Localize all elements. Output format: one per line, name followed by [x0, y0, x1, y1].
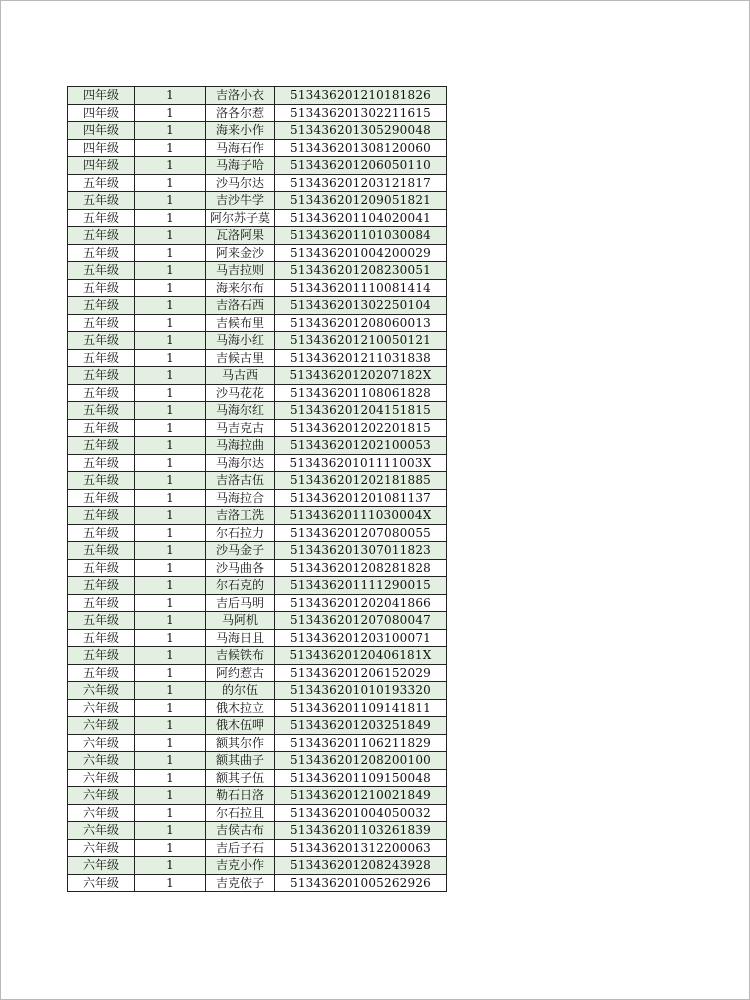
student-name-cell: 尔石拉力	[206, 524, 275, 542]
table-row	[68, 262, 447, 280]
student-name-cell: 吉候铁布	[206, 647, 275, 665]
student-name-cell: 吉后子石	[206, 839, 275, 857]
grade-cell: 五年级	[68, 559, 135, 577]
student-name-cell: 阿来金沙	[206, 244, 275, 262]
id-number-cell: 513436201202181885	[275, 472, 447, 490]
student-name-cell: 马海子哈	[206, 157, 275, 175]
count-cell: 1	[135, 402, 206, 420]
grade-cell: 六年级	[68, 822, 135, 840]
count-cell: 1	[135, 419, 206, 437]
student-name-cell: 瓦洛阿果	[206, 227, 275, 245]
student-name-cell: 马海石作	[206, 139, 275, 157]
count-cell: 1	[135, 384, 206, 402]
student-name-cell: 马海小红	[206, 332, 275, 350]
id-number-cell: 513436201302211615	[275, 104, 447, 122]
table-row	[68, 559, 447, 577]
student-name-cell: 俄木伍呷	[206, 717, 275, 735]
count-cell: 1	[135, 87, 206, 105]
grade-cell: 五年级	[68, 524, 135, 542]
id-number-cell: 513436201010193320	[275, 682, 447, 700]
grade-cell: 六年级	[68, 769, 135, 787]
grade-cell: 六年级	[68, 734, 135, 752]
grade-cell: 五年级	[68, 244, 135, 262]
grade-cell: 五年级	[68, 227, 135, 245]
id-number-cell: 513436201208281828	[275, 559, 447, 577]
count-cell: 1	[135, 227, 206, 245]
grade-cell: 五年级	[68, 192, 135, 210]
student-name-cell: 吉沙牛学	[206, 192, 275, 210]
count-cell: 1	[135, 682, 206, 700]
id-number-cell: 513436201305290048	[275, 122, 447, 140]
id-number-cell: 513436201108061828	[275, 384, 447, 402]
table-row	[68, 104, 447, 122]
table-row	[68, 594, 447, 612]
grade-cell: 四年级	[68, 139, 135, 157]
grade-cell: 五年级	[68, 262, 135, 280]
count-cell: 1	[135, 279, 206, 297]
table-row	[68, 699, 447, 717]
count-cell: 1	[135, 647, 206, 665]
id-number-cell: 513436201302250104	[275, 297, 447, 315]
grade-cell: 六年级	[68, 874, 135, 892]
student-name-cell: 吉洛工洗	[206, 507, 275, 525]
count-cell: 1	[135, 209, 206, 227]
count-cell: 1	[135, 717, 206, 735]
student-name-cell: 的尔伍	[206, 682, 275, 700]
student-name-cell: 马吉拉则	[206, 262, 275, 280]
table-row	[68, 332, 447, 350]
grade-cell: 五年级	[68, 367, 135, 385]
table-row	[68, 769, 447, 787]
count-cell: 1	[135, 472, 206, 490]
id-number-cell: 513436201208230051	[275, 262, 447, 280]
count-cell: 1	[135, 507, 206, 525]
count-cell: 1	[135, 804, 206, 822]
table-row	[68, 647, 447, 665]
count-cell: 1	[135, 787, 206, 805]
id-number-cell: 513436201201081137	[275, 489, 447, 507]
count-cell: 1	[135, 332, 206, 350]
table-row	[68, 507, 447, 525]
id-number-cell: 513436201308120060	[275, 139, 447, 157]
grade-cell: 五年级	[68, 612, 135, 630]
grade-cell: 六年级	[68, 804, 135, 822]
count-cell: 1	[135, 122, 206, 140]
count-cell: 1	[135, 857, 206, 875]
student-name-cell: 额其尔作	[206, 734, 275, 752]
table-row	[68, 577, 447, 595]
grade-cell: 五年级	[68, 402, 135, 420]
student-name-cell: 马海拉曲	[206, 437, 275, 455]
table-row	[68, 472, 447, 490]
count-cell: 1	[135, 769, 206, 787]
count-cell: 1	[135, 874, 206, 892]
student-name-cell: 吉洛石西	[206, 297, 275, 315]
student-name-cell: 阿尔苏子莫	[206, 209, 275, 227]
id-number-cell: 513436201110081414	[275, 279, 447, 297]
grade-cell: 四年级	[68, 157, 135, 175]
student-name-cell: 马古西	[206, 367, 275, 385]
table-row	[68, 804, 447, 822]
count-cell: 1	[135, 244, 206, 262]
count-cell: 1	[135, 437, 206, 455]
table-row	[68, 157, 447, 175]
id-number-cell: 513436201101030084	[275, 227, 447, 245]
roster-table-container	[67, 86, 447, 892]
student-name-cell: 吉候古里	[206, 349, 275, 367]
id-number-cell: 513436201104020041	[275, 209, 447, 227]
id-number-cell: 513436201312200063	[275, 839, 447, 857]
id-number-cell: 513436201210050121	[275, 332, 447, 350]
id-number-cell: 513436201307011823	[275, 542, 447, 560]
student-name-cell: 阿约惹古	[206, 664, 275, 682]
grade-cell: 五年级	[68, 174, 135, 192]
grade-cell: 五年级	[68, 279, 135, 297]
count-cell: 1	[135, 157, 206, 175]
id-number-cell: 513436201202201815	[275, 419, 447, 437]
grade-cell: 五年级	[68, 349, 135, 367]
table-row	[68, 717, 447, 735]
grade-cell: 五年级	[68, 454, 135, 472]
grade-cell: 四年级	[68, 122, 135, 140]
id-number-cell: 513436201005262926	[275, 874, 447, 892]
grade-cell: 五年级	[68, 489, 135, 507]
student-name-cell: 沙马金子	[206, 542, 275, 560]
id-number-cell: 513436201203251849	[275, 717, 447, 735]
table-row	[68, 227, 447, 245]
student-name-cell: 勒石日洛	[206, 787, 275, 805]
student-name-cell: 海来尔布	[206, 279, 275, 297]
count-cell: 1	[135, 349, 206, 367]
count-cell: 1	[135, 664, 206, 682]
id-number-cell: 513436201004050032	[275, 804, 447, 822]
student-name-cell: 洛各尔惹	[206, 104, 275, 122]
id-number-cell: 513436201203100071	[275, 629, 447, 647]
id-number-cell: 513436201206050110	[275, 157, 447, 175]
grade-cell: 五年级	[68, 664, 135, 682]
id-number-cell: 513436201208243928	[275, 857, 447, 875]
student-name-cell: 尔石克的	[206, 577, 275, 595]
count-cell: 1	[135, 699, 206, 717]
student-name-cell: 沙马花花	[206, 384, 275, 402]
table-row	[68, 314, 447, 332]
id-number-cell: 513436201208060013	[275, 314, 447, 332]
student-name-cell: 额其曲子	[206, 752, 275, 770]
count-cell: 1	[135, 734, 206, 752]
count-cell: 1	[135, 174, 206, 192]
table-row	[68, 839, 447, 857]
student-name-cell: 沙马尔达	[206, 174, 275, 192]
student-name-cell: 海来小作	[206, 122, 275, 140]
grade-cell: 五年级	[68, 542, 135, 560]
grade-cell: 五年级	[68, 437, 135, 455]
count-cell: 1	[135, 297, 206, 315]
grade-cell: 四年级	[68, 87, 135, 105]
student-name-cell: 马吉克古	[206, 419, 275, 437]
id-number-cell: 513436201203121817	[275, 174, 447, 192]
count-cell: 1	[135, 262, 206, 280]
count-cell: 1	[135, 577, 206, 595]
count-cell: 1	[135, 104, 206, 122]
table-row	[68, 682, 447, 700]
student-name-cell: 吉后马明	[206, 594, 275, 612]
grade-cell: 五年级	[68, 209, 135, 227]
student-name-cell: 吉洛古伍	[206, 472, 275, 490]
table-row	[68, 822, 447, 840]
id-number-cell: 513436201207080047	[275, 612, 447, 630]
table-row	[68, 787, 447, 805]
id-number-cell: 513436201210181826	[275, 87, 447, 105]
table-row	[68, 752, 447, 770]
count-cell: 1	[135, 314, 206, 332]
table-row	[68, 349, 447, 367]
grade-cell: 六年级	[68, 717, 135, 735]
id-number-cell: 513436201004200029	[275, 244, 447, 262]
table-row	[68, 279, 447, 297]
id-number-cell: 513436201202100053	[275, 437, 447, 455]
table-row	[68, 244, 447, 262]
id-number-cell: 51343620120406181X	[275, 647, 447, 665]
table-row	[68, 437, 447, 455]
table-row	[68, 612, 447, 630]
table-row	[68, 857, 447, 875]
grade-cell: 五年级	[68, 332, 135, 350]
count-cell: 1	[135, 752, 206, 770]
count-cell: 1	[135, 629, 206, 647]
student-name-cell: 俄木拉立	[206, 699, 275, 717]
id-number-cell: 513436201111290015	[275, 577, 447, 595]
grade-cell: 六年级	[68, 839, 135, 857]
grade-cell: 五年级	[68, 507, 135, 525]
table-row	[68, 734, 447, 752]
table-row	[68, 874, 447, 892]
table-row	[68, 402, 447, 420]
table-row	[68, 489, 447, 507]
count-cell: 1	[135, 822, 206, 840]
table-row	[68, 192, 447, 210]
grade-cell: 六年级	[68, 752, 135, 770]
table-row	[68, 139, 447, 157]
id-number-cell: 51343620120207182X	[275, 367, 447, 385]
student-name-cell: 马海尔达	[206, 454, 275, 472]
table-row	[68, 367, 447, 385]
count-cell: 1	[135, 559, 206, 577]
grade-cell: 四年级	[68, 104, 135, 122]
count-cell: 1	[135, 367, 206, 385]
table-row	[68, 542, 447, 560]
count-cell: 1	[135, 612, 206, 630]
grade-cell: 五年级	[68, 384, 135, 402]
grade-cell: 五年级	[68, 629, 135, 647]
student-roster-table	[67, 86, 447, 892]
table-row	[68, 174, 447, 192]
id-number-cell: 513436201207080055	[275, 524, 447, 542]
student-name-cell: 吉克小作	[206, 857, 275, 875]
student-name-cell: 吉候布里	[206, 314, 275, 332]
student-name-cell: 吉侯古布	[206, 822, 275, 840]
id-number-cell: 51343620101111003X	[275, 454, 447, 472]
student-name-cell: 马海拉合	[206, 489, 275, 507]
table-row	[68, 629, 447, 647]
table-row	[68, 297, 447, 315]
table-row	[68, 384, 447, 402]
student-name-cell: 马海日且	[206, 629, 275, 647]
grade-cell: 六年级	[68, 787, 135, 805]
table-row	[68, 524, 447, 542]
grade-cell: 五年级	[68, 647, 135, 665]
student-name-cell: 吉克依子	[206, 874, 275, 892]
grade-cell: 五年级	[68, 314, 135, 332]
table-row	[68, 87, 447, 105]
grade-cell: 五年级	[68, 577, 135, 595]
student-name-cell: 沙马曲各	[206, 559, 275, 577]
id-number-cell: 513436201109150048	[275, 769, 447, 787]
id-number-cell: 513436201209051821	[275, 192, 447, 210]
count-cell: 1	[135, 524, 206, 542]
grade-cell: 五年级	[68, 419, 135, 437]
id-number-cell: 513436201204151815	[275, 402, 447, 420]
id-number-cell: 513436201103261839	[275, 822, 447, 840]
id-number-cell: 513436201202041866	[275, 594, 447, 612]
grade-cell: 六年级	[68, 857, 135, 875]
grade-cell: 六年级	[68, 682, 135, 700]
roster-table-body	[68, 87, 447, 892]
count-cell: 1	[135, 489, 206, 507]
count-cell: 1	[135, 139, 206, 157]
count-cell: 1	[135, 454, 206, 472]
student-name-cell: 马阿机	[206, 612, 275, 630]
grade-cell: 五年级	[68, 297, 135, 315]
grade-cell: 五年级	[68, 594, 135, 612]
student-name-cell: 马海尔红	[206, 402, 275, 420]
id-number-cell: 513436201211031838	[275, 349, 447, 367]
table-row	[68, 122, 447, 140]
grade-cell: 六年级	[68, 699, 135, 717]
table-row	[68, 419, 447, 437]
table-row	[68, 209, 447, 227]
table-row	[68, 664, 447, 682]
count-cell: 1	[135, 839, 206, 857]
grade-cell: 五年级	[68, 472, 135, 490]
id-number-cell: 513436201206152029	[275, 664, 447, 682]
count-cell: 1	[135, 192, 206, 210]
id-number-cell: 513436201109141811	[275, 699, 447, 717]
student-name-cell: 尔石拉且	[206, 804, 275, 822]
count-cell: 1	[135, 594, 206, 612]
student-name-cell: 吉洛小衣	[206, 87, 275, 105]
table-row	[68, 454, 447, 472]
id-number-cell: 513436201106211829	[275, 734, 447, 752]
count-cell: 1	[135, 542, 206, 560]
id-number-cell: 513436201208200100	[275, 752, 447, 770]
id-number-cell: 51343620111030004X	[275, 507, 447, 525]
id-number-cell: 513436201210021849	[275, 787, 447, 805]
student-name-cell: 额其子伍	[206, 769, 275, 787]
